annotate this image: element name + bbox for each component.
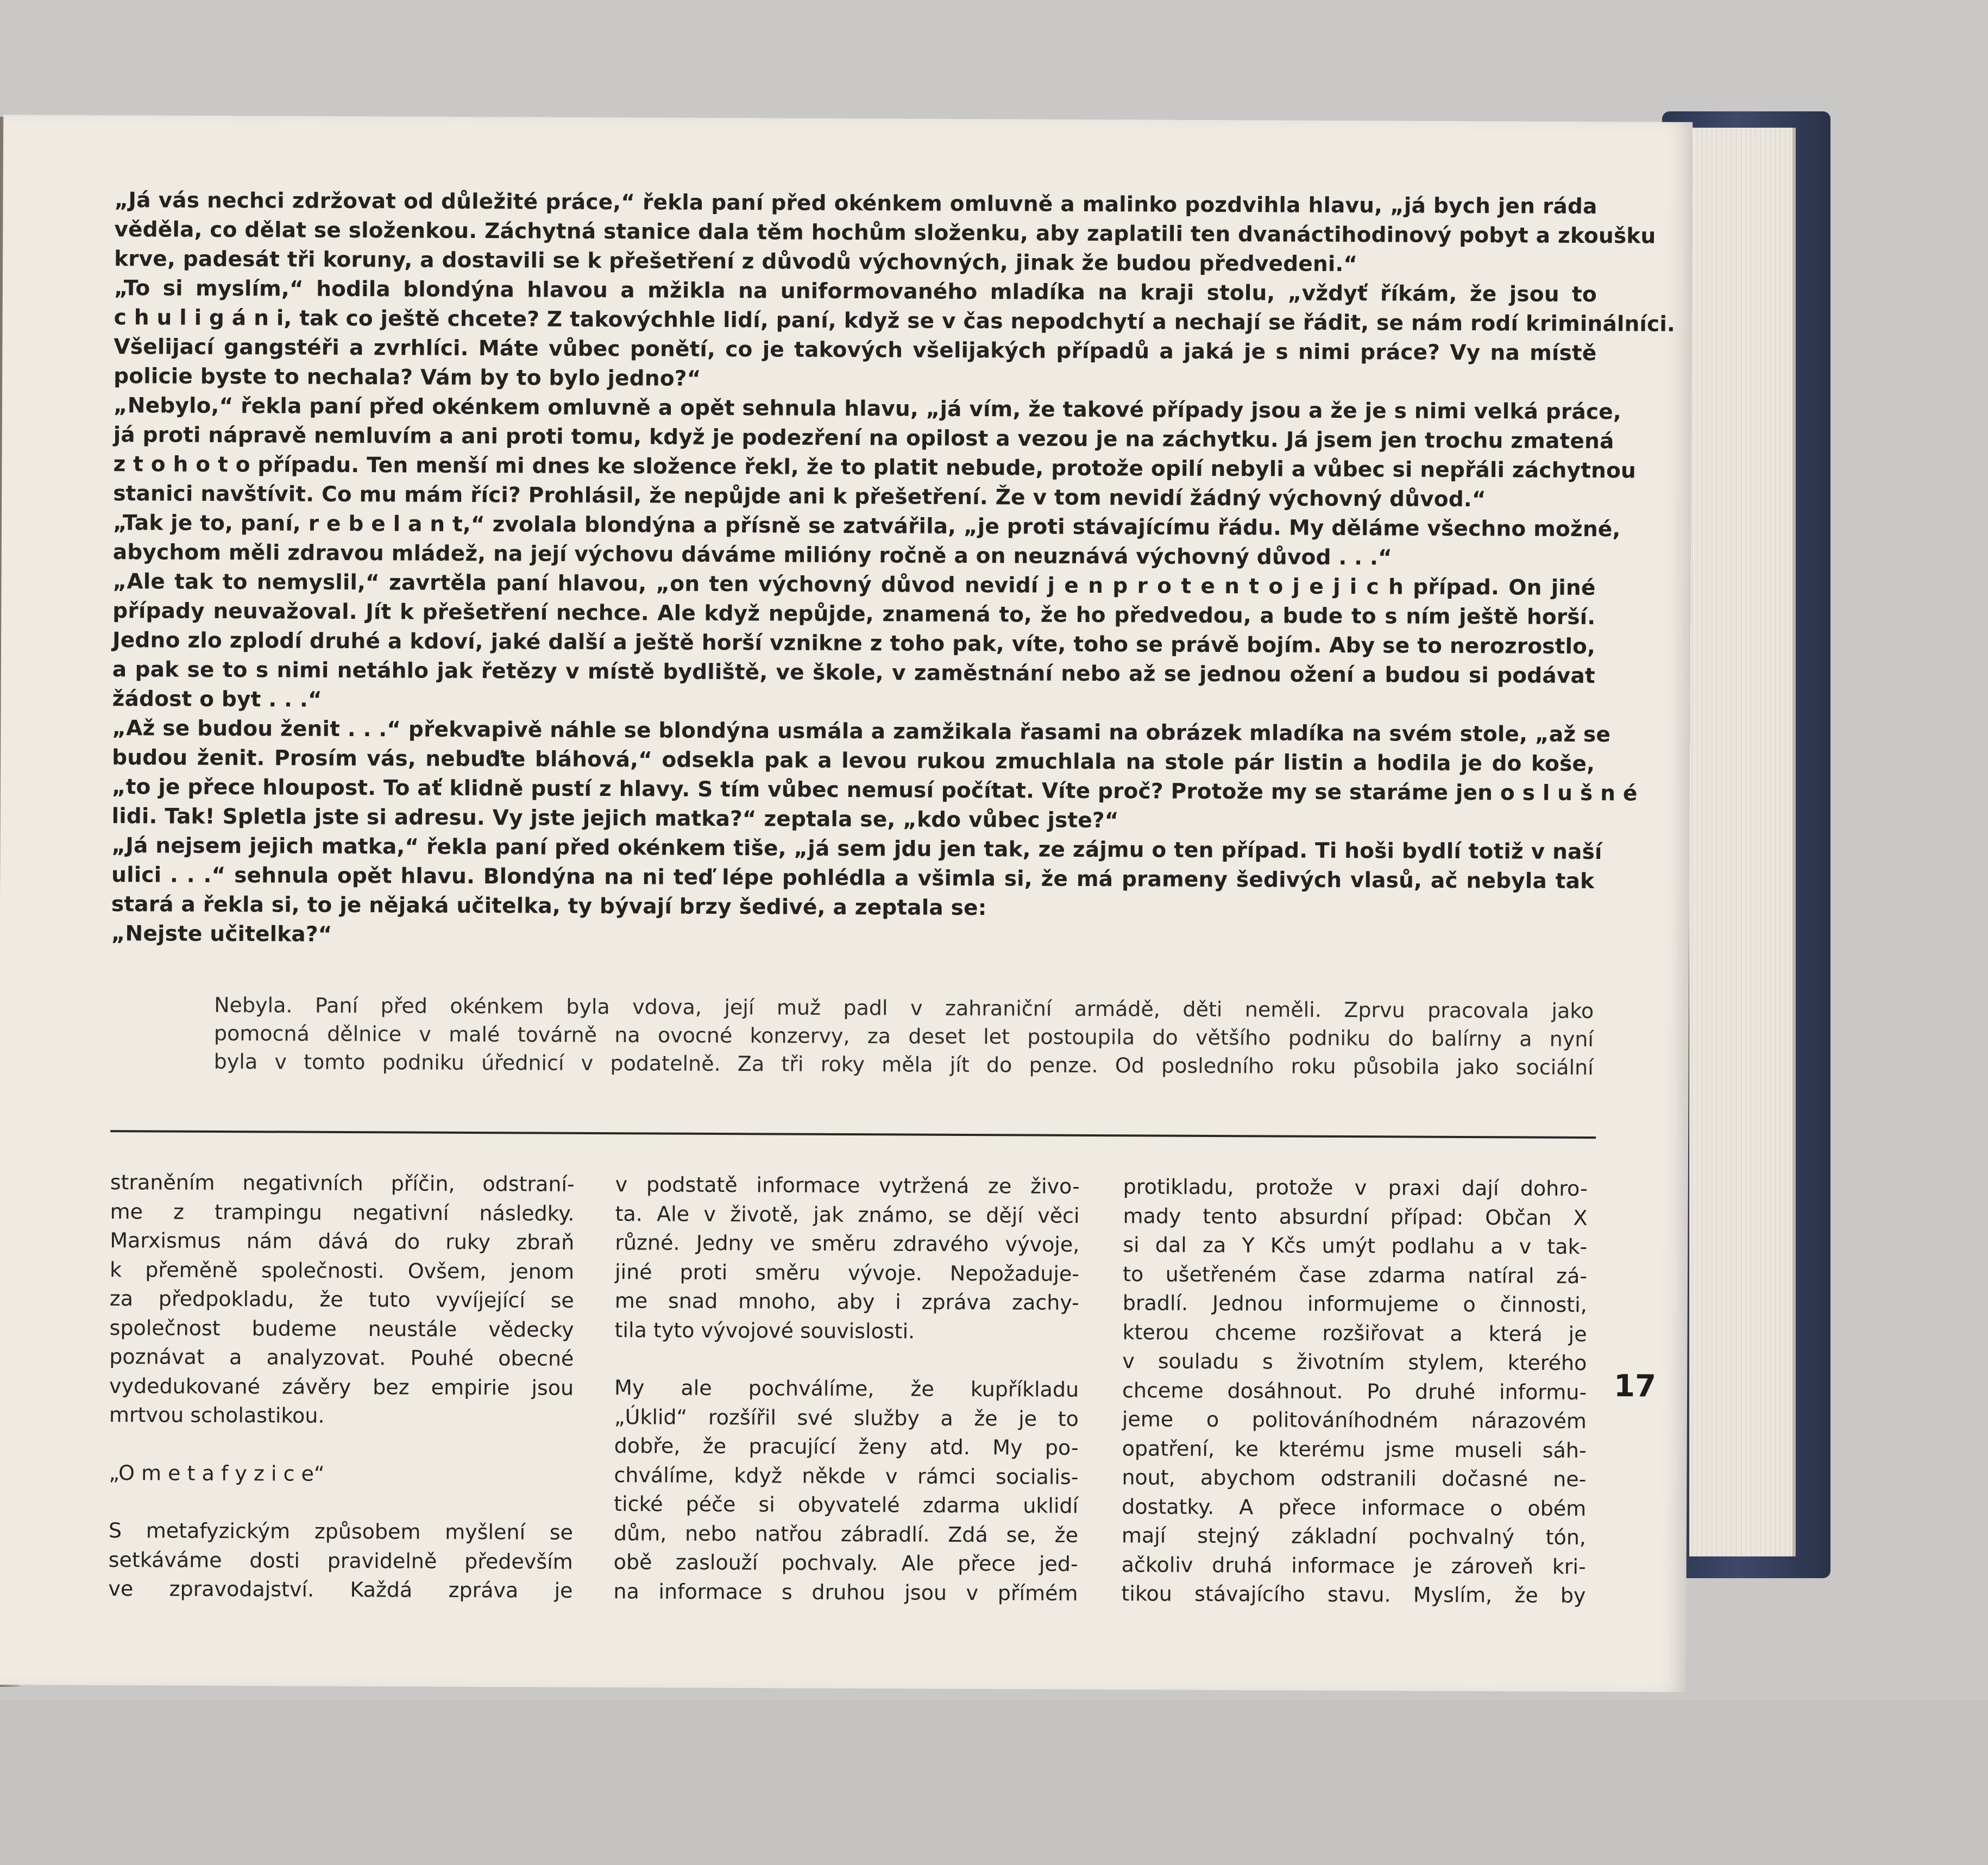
text-line: za předpokladu, že tuto vyvíjející se (109, 1286, 574, 1313)
text-line: „Nejste učitelka?“ (111, 921, 332, 947)
page-number: 17 (1613, 1368, 1657, 1404)
text-line: byla v tomto podniku úřednicí v podatelně. Za tři roky měla jít do penze. Od posledního roku působila jako sociální (213, 1049, 1594, 1080)
text-line: mady tento absurdní případ: Občan X (1123, 1203, 1588, 1230)
text-line: S metafyzickým způsobem myšlení se (108, 1518, 574, 1544)
text-line: stará a řekla si, to je nějaká učitelka, ty bývají brzy šedivé, a zeptala se: (111, 892, 987, 921)
section-divider (110, 1130, 1596, 1139)
text-line: dostatky. A přece informace o obém (1122, 1494, 1587, 1521)
text-line: tické péče si obyvatelé zdarma uklidí (614, 1492, 1079, 1518)
text-line: „Úklid“ rozšířil své služby a že je to (614, 1404, 1079, 1431)
narrative-section (214, 991, 1594, 1082)
table-surface (0, 1700, 1988, 1865)
text-line: to ušetřeném čase zdarma natíral zá- (1122, 1261, 1588, 1288)
column2-paragraph-1 (614, 1170, 1079, 1347)
text-line: me snad mnoho, aby i zpráva zachy- (614, 1289, 1079, 1315)
text-line: ve zpravodajství. Každá zpráva je (108, 1577, 573, 1603)
text-line: „to je přece hloupost. To ať klidně pustí z hlavy. S tím vůbec nemusí počítat. Víte proč? Protože my se staráme jen o s l u š n é (111, 775, 1638, 806)
paragraph-gap (109, 1430, 574, 1461)
text-line: já proti nápravě nemluvím a ani proti tomu, když je podezření na opilost a vezou je na záchytku. Já jsem jen trochu zmatená (113, 423, 1614, 454)
text-line: dům, nebo natřou zábradlí. Zdá se, že (613, 1521, 1079, 1547)
text-line: poznávat a analyzovat. Pouhé obecné (109, 1345, 574, 1371)
text-line: „Já nejsem jejich matka,“ řekla paní před okénkem tiše, „já sem jdu jen tak, ze zájmu o ten případ. Ti hoši bydlí totiž v naší (111, 833, 1602, 865)
text-line: Jedno zlo zplodí druhé a kdoví, jaké další a ještě horší vznikne z toho pak, víte, toho se právě bojím. Aby se to nerozrostlo, (112, 628, 1596, 660)
text-line: dobře, že pracující ženy atd. My po- (614, 1434, 1079, 1460)
text-line: „Až se budou ženit . . .“ překvapivě náhle se blondýna usmála a zamžikala řasami na obrázek mladíka na svém stole, „až se (112, 716, 1611, 748)
text-line: Marxismus nám dává do ruky zbraň (110, 1228, 575, 1254)
dialogue-section (111, 186, 1676, 955)
text-line: c h u l i g á n i, tak co ještě chcete? Z takovýchhle lidí, paní, když se v čas nepodchytí a nechají se řádit, se nám rodí kriminálníci. (114, 305, 1676, 337)
text-line: opatření, ke kterému jsme museli sáh- (1122, 1436, 1587, 1462)
essay-column-3 (1121, 1172, 1587, 1610)
text-line: k přeměně společnosti. Ovšem, jenom (109, 1257, 575, 1284)
text-line: věděla, co dělat se složenkou. Záchytná stanice dala těm hochům složenku, aby zaplatili ten dvanáctihodinový pobyt a zkoušku (114, 217, 1656, 249)
text-line: krve, padesát tři koruny, a dostavili se k přešetření z důvodů výchovných, jinak že budou předvedeni.“ (114, 247, 1358, 277)
text-line: ta. Ale v životě, jak známo, se dějí věci (615, 1201, 1080, 1228)
text-line: bradlí. Jednou informujeme o činnosti, (1122, 1291, 1587, 1317)
text-line: „To si myslím,“ hodila blondýna hlavou a mžikla na uniformovaného mladíka na kraji stolu, „vždyť říkám, že jsou to (114, 276, 1597, 307)
text-line: jiné proti směru vývoje. Nepožaduje- (614, 1259, 1080, 1286)
essay-column-1 (108, 1168, 574, 1605)
text-line: chválíme, když někde v rámci socialis- (614, 1462, 1079, 1489)
text-line: případy neuvažoval. Jít k přešetření nechce. Ale když nepůjde, znamená to, že ho předvedou, a bude to s ním ještě horší. (112, 599, 1596, 630)
text-line: „Tak je to, paní, r e b e l a n t,“ zvolala blondýna a přísně se zatvářila, „je proti stávajícímu řádu. My děláme všechno možné, (112, 511, 1621, 542)
text-line: jeme o politováníhodném nárazovém (1122, 1407, 1587, 1433)
text-line: straněním negativních příčin, odstraní- (110, 1170, 575, 1196)
book-page (0, 115, 1693, 1692)
text-line: ačkoliv druhá informace je zároveň kri- (1121, 1552, 1586, 1579)
text-line: různé. Jedny ve směru zdravého vývoje, (615, 1230, 1080, 1257)
text-line: vydedukované závěry bez empirie jsou (109, 1373, 574, 1400)
text-line: „Ale tak to nemyslil,“ zavrtěla paní hlavou, „on ten výchovný důvod nevidí j e n p r o t e n t o j e j i c h případ. On jiné (112, 569, 1596, 601)
essay-column-2 (613, 1170, 1079, 1608)
text-line: nout, abychom odstranili dočasné ne- (1122, 1465, 1587, 1491)
paragraph-gap (614, 1345, 1079, 1376)
text-line: Nebyla. Paní před okénkem byla vdova, její muž padl v zahraniční armádě, děti neměli. Zprvu pracovala jako (214, 993, 1594, 1023)
text-line: policie byste to nechala? Vám by to bylo jedno?“ (114, 364, 701, 391)
text-line: si dal za Y Kčs umýt podlahu a v tak- (1123, 1233, 1588, 1259)
paragraph-gap (109, 1487, 573, 1518)
text-line: a pak se to s nimi netáhlo jak řetězy v místě bydliště, ve škole, v zaměstnání nebo až se jednou ožení a budou si podávat (112, 657, 1595, 689)
text-line: Všelijací gangstéři a zvrhlíci. Máte vůbec ponětí, co je takových všelijakých případů a jaká je s nimi práce? Vy na místě (114, 335, 1597, 366)
text-line: z t o h o t o případu. Ten menší mi dnes ke složence řekl, že to platit nebude, protože opilí nebyli a vůbec si nepřáli záchytnou (113, 452, 1637, 483)
text-line: setkáváme dosti pravidelně především (108, 1547, 573, 1574)
text-line: My ale pochválíme, že kupříkladu (614, 1376, 1079, 1402)
text-line: společnost budeme neustále vědecky (109, 1315, 574, 1342)
text-line: v podstatě informace vytržená ze živo- (615, 1172, 1080, 1198)
text-line: tila tyto vývojové souvislosti. (614, 1317, 915, 1343)
text-line: abychom měli zdravou mládež, na její výchovu dáváme milióny ročně a on neuznává výchovný důvod . . .“ (112, 540, 1392, 570)
page-block-edges (1689, 128, 1796, 1556)
column1-paragraph-2 (108, 1516, 573, 1605)
text-line: me z trampingu negativní následky. (110, 1199, 575, 1226)
text-line: pomocná dělnice v malé továrně na ovocné konzervy, za deset let postoupila do většího podniku do balírny a nyní (213, 1021, 1594, 1052)
text-line: v souladu s životním stylem, kterého (1122, 1349, 1587, 1375)
column1-heading: „O m e t a f y z i c e“ (109, 1460, 325, 1486)
column2-paragraph-2 (613, 1373, 1079, 1608)
text-line: ulici . . .“ sehnula opět hlavu. Blondýna na ni teď lépe pohlédla a všimla si, že má prameny šedivých vlasů, ač nebyla tak (111, 863, 1595, 894)
text-line: tikou stávajícího stavu. Myslím, že by (1121, 1581, 1586, 1607)
text-line: „Já vás nechci zdržovat od důležité práce,“ řekla paní před okénkem omluvně a malinko pozdvihla hlavu, „já bych jen ráda (114, 188, 1597, 219)
text-line: žádost o byt . . .“ (112, 687, 322, 712)
text-line: stanici navštívit. Co mu mám říci? Prohlásil, že nepůjde ani k přešetření. Že v tom nevidí žádný výchovný důvod.“ (113, 481, 1486, 512)
text-line: lidi. Tak! Spletla jste si adresu. Vy jste jejich matka?“ zeptala se, „kdo vůbec jste?“ (111, 804, 1119, 833)
column3-paragraph (1121, 1172, 1587, 1610)
column1-paragraph-1 (109, 1168, 575, 1431)
text-line: „Nebylo,“ řekla paní před okénkem omluvně a opět sehnula hlavu, „já vím, že takové případy jsou a že je s nimi velká práce, (113, 393, 1621, 425)
text-line: na informace s druhou jsou v přímém (613, 1579, 1078, 1605)
text-line: obě zaslouží pochvaly. Ale přece jed- (613, 1550, 1078, 1576)
text-line: kterou chceme rozšiřovat a která je (1122, 1320, 1587, 1346)
text-line: protikladu, protože v praxi dají dohro- (1123, 1175, 1588, 1201)
text-line: mrtvou scholastikou. (109, 1403, 325, 1428)
text-line: chceme dosáhnout. Po druhé informu- (1122, 1378, 1587, 1404)
text-line: mají stejný základní pochvalný tón, (1121, 1523, 1587, 1549)
text-line: budou ženit. Prosím vás, nebuďte bláhová,“ odsekla pak a levou rukou zmuchlala na stole pár listin a hodila je do koše, (112, 745, 1595, 777)
